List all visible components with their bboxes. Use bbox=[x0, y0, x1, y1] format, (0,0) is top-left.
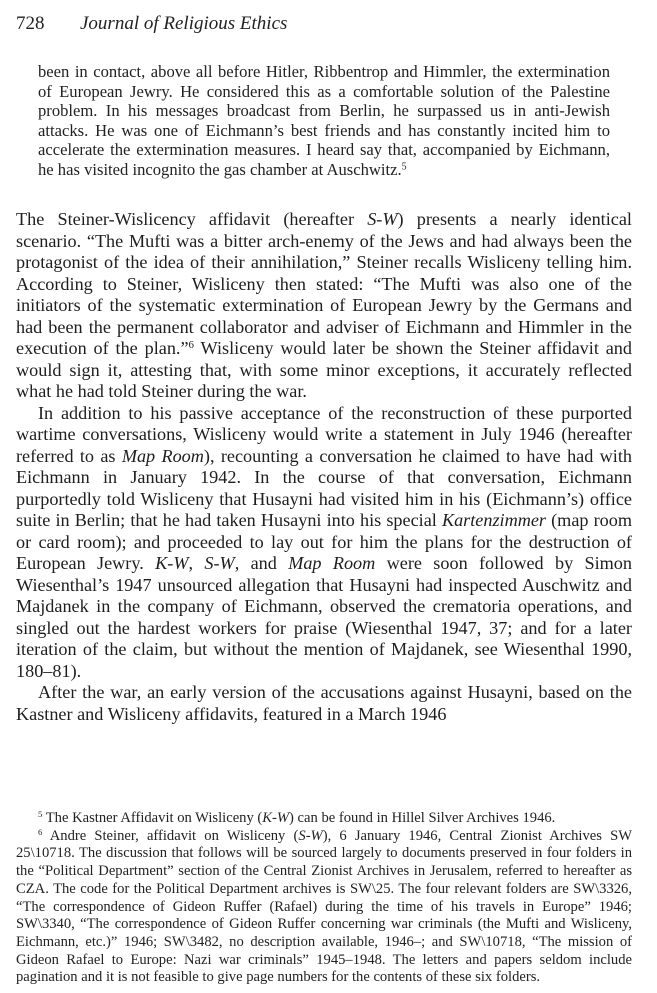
abbreviation-map-room: Map Room bbox=[121, 445, 204, 466]
paragraph-text: , bbox=[188, 553, 205, 573]
footnote-text: Andre Steiner, affidavit on Wisliceny ( bbox=[42, 827, 299, 844]
paragraph-text: were soon followed by Simon Wiesenthal’s 1947 unsourced allegation that Husayni had inspected Auschwitz and Majdanek in the company of Eichmann, observed the crematoria operations, and singled out the hardest workers for praise (Wiesenthal 1947, 37; and for a later iteration of the claim, but without the mention of Majdanek, see Wiesenthal 1990, 180–81). bbox=[16, 553, 632, 681]
abbreviation-sw: S-W bbox=[298, 827, 323, 844]
paragraph-text: Wisliceny would later be shown the Steiner affidavit and would sign it, attesting that, with some minor exceptions, it accurately reflected what he had told Steiner during the war. bbox=[16, 338, 632, 401]
block-quote bbox=[38, 62, 610, 179]
paragraph-text: , and bbox=[234, 553, 289, 573]
footnotes bbox=[16, 810, 632, 987]
footnote-number: 5 bbox=[38, 809, 43, 820]
footnote-number: 6 bbox=[38, 826, 43, 837]
abbreviation-sw: S-W bbox=[204, 553, 235, 573]
footnote-text: The Kastner Affidavit on Wisliceny ( bbox=[42, 810, 263, 826]
body-text bbox=[16, 209, 632, 725]
paragraph-2 bbox=[16, 403, 632, 683]
paragraph-text: ) presents a nearly identical scenario. “The Mufti was a bitter arch-enemy of the Jews and had always been the protagonist of the idea of their annihilation,” Steiner recalls Wisliceny telling him. According to Steiner, Wisliceny then stated: “The Mufti was also one of the initiators of the systematic extermination of European Jewry by the Germans and had been the permanent collaborator and adviser of Eichmann and Himmler in the execution of the plan.” bbox=[16, 209, 632, 358]
footnote-text: ), 6 January 1946, Central Zionist Archives SW 25\10718. The discussion that follows will be sourced largely to documents preserved in four folders in the “Political Department” section of the Central Zionist Archives in Jerusalem, referred to hereafter as CZA. The code for the Political Department archives is SW\25. The four relevant folders are SW\3326, “The correspondence of Gideon Ruffer (Rafael) during the time of his travels in Europe” 1946; SW\3340, “The correspondence of Gideon Ruffer concerning war criminals (the Mufti and Wisliceny, Eichmann, etc.)” 1946; SW\3482, no description available, 1946–; and SW\10718, “The mission of Gideon Rafael to Europe: Nazi war criminals” 1945–1948. The letters and papers seldom include pagination and it is not feasible to give page numbers for the contents of these six folders. bbox=[16, 827, 632, 986]
abbreviation-kw: K-W bbox=[155, 553, 189, 573]
footnote-5 bbox=[16, 810, 632, 828]
paragraph-3 bbox=[16, 682, 632, 725]
paragraph-text: After the war, an early version of the accusations against Husayni, based on the Kastner and Wisliceny affidavits, featured in a March 1946 bbox=[16, 682, 632, 724]
footnote-ref-6[interactable]: 6 bbox=[188, 339, 194, 351]
running-head bbox=[16, 12, 287, 36]
paragraph-text: ), recounting a conversation he claimed to have had with Eichmann in January 1942. In the course of that conversation, Eichmann purportedly told Wisliceny that Husayni had visited him in his (Eichmann’s) office suite in Berlin; that he had taken Husayni into his special bbox=[16, 445, 632, 530]
journal-title: Journal of Religious Ethics bbox=[80, 13, 288, 34]
term-kartenzimmer: Kartenzimmer bbox=[441, 510, 547, 530]
block-quote-text: been in contact, above all before Hitler, Ribbentrop and Himmler, the extermination of European Jewry. He considered this as a comfortable solution of the Palestine problem. In his messages broadcast from Berlin, he surpassed us in anti-Jewish attacks. He was one of Eichmann’s best friends and has constantly incited him to accelerate the extermination measures. I heard say that, accompanied by Eichmann, he has visited incognito the gas chamber at Auschwitz. bbox=[38, 62, 610, 179]
paragraph-text: The Steiner-Wislicency affidavit (hereafter bbox=[16, 209, 368, 229]
paragraph-1 bbox=[16, 209, 632, 403]
paragraph-text: In addition to his passive acceptance of the reconstruction of these purported wartime conversations, Wisliceny would write a statement in July 1946 (hereafter referred to as bbox=[16, 402, 632, 466]
footnote-text: ) can be found in Hillel Silver Archives 1946. bbox=[289, 810, 556, 826]
abbreviation-kw: K-W bbox=[262, 810, 290, 826]
footnote-ref-5[interactable]: 5 bbox=[401, 161, 407, 173]
paragraph-text: (map room or card room); and proceeded to lay out for him the plans for the destruction of European Jewry. bbox=[16, 510, 632, 573]
abbreviation-map-room: Map Room bbox=[288, 553, 376, 573]
abbreviation-sw: S-W bbox=[367, 209, 398, 229]
footnote-6 bbox=[16, 828, 632, 987]
page-number: 728 bbox=[16, 13, 45, 34]
